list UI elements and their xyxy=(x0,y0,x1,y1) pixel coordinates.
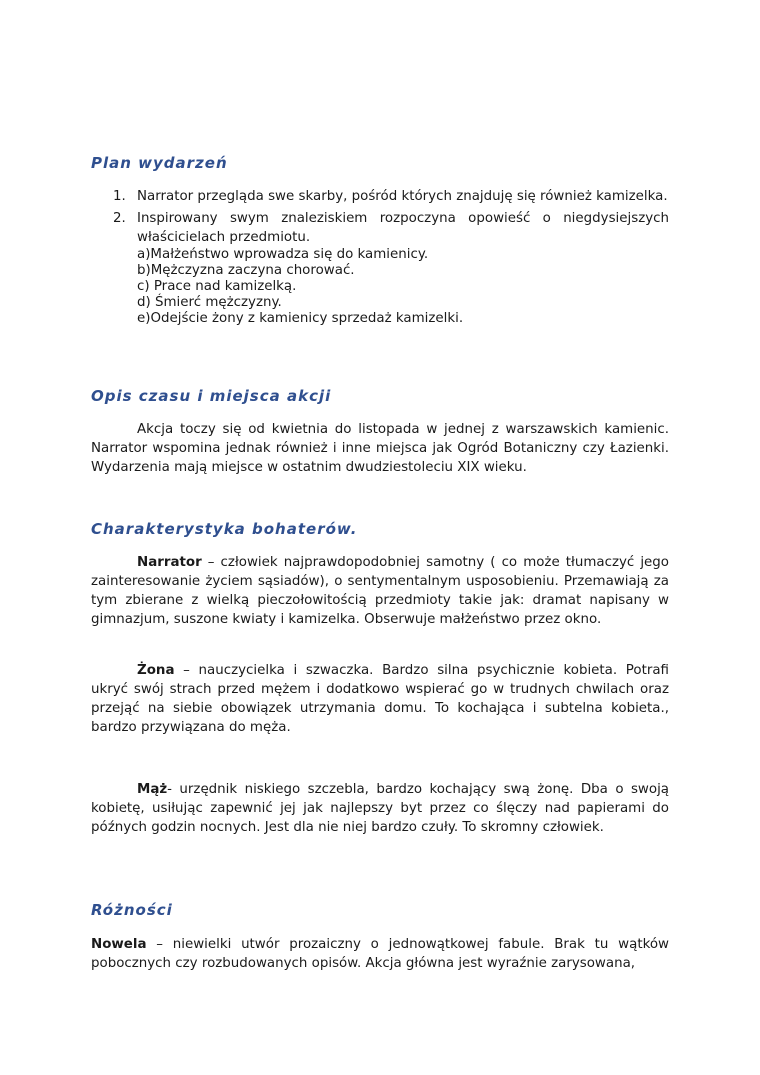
setting-heading: Opis czasu i miejsca akcji xyxy=(91,387,332,405)
character-paragraph xyxy=(91,553,669,629)
plan-item-1 xyxy=(91,187,669,206)
character-paragraph xyxy=(91,780,669,837)
character-name: Narrator xyxy=(137,555,202,570)
plan-item-text: Narrator przegląda swe skarby, pośród których znajduję się również kamizelka. xyxy=(137,189,668,204)
character-description: - urzędnik niskiego szczebla, bardzo kochający swą żonę. Dba o swoją kobietę, usiłując zapewnić jej jak najlepszy byt przez co ślęczy nad papierami do późnych godzin nocnych. Jest dla nie niej bardzo czuły. To skromny człowiek. xyxy=(91,782,669,835)
misc-heading: Różności xyxy=(91,901,173,919)
character-description: – nauczycielka i szwaczka. Bardzo silna psychicznie kobieta. Potrafi ukryć swój strach przed mężem i dodatkowo wspierać go w trudnych chwilach oraz przejąć na siebie obowiązek utrzymania domu. To kochająca i subtelna kobieta., bardzo przywiązana do męża. xyxy=(91,663,669,735)
plan-subitem: e)Odejście żony z kamienicy sprzedaż kamizelki. xyxy=(137,311,464,326)
plan-item-2 xyxy=(91,209,669,247)
character-paragraph xyxy=(91,661,669,737)
plan-item-number: 2. xyxy=(113,211,126,226)
misc-section xyxy=(91,935,669,973)
plan-subitem: b)Mężczyzna zaczyna chorować. xyxy=(137,263,355,278)
setting-paragraph: Akcja toczy się od kwietnia do listopada w jednej z warszawskich kamienic. Narrator wspomina jednak również i inne miejsca jak Ogród Botaniczny czy Łazienki. Wydarzenia mają miejsce w ostatnim dwudziestoleciu XIX wieku. xyxy=(91,422,669,475)
misc-paragraph xyxy=(91,935,669,973)
setting-section xyxy=(91,420,669,477)
character-description: – człowiek najprawdopodobniej samotny ( co może tłumaczyć jego zainteresowanie życiem sąsiadów), o sentymentalnym usposobieniu. Przemawiają za tym zbierane z wielką pieczołowitością przedmioty takie jak: dramat napisany w gimnazjum, suszone kwiaty i kamizelka. Obserwuje małżeństwo przez okno. xyxy=(91,555,669,627)
plan-subitem: a)Małżeństwo wprowadza się do kamienicy. xyxy=(137,247,429,262)
plan-item-text: Inspirowany swym znaleziskiem rozpoczyna opowieść o niegdysiejszych właścicielach przedmiotu. xyxy=(137,211,669,245)
character-husband xyxy=(91,780,669,837)
character-wife xyxy=(91,661,669,737)
misc-term: Nowela xyxy=(91,937,147,952)
characters-heading: Charakterystyka bohaterów. xyxy=(91,520,358,538)
plan-item-number: 1. xyxy=(113,189,126,204)
character-name: Mąż xyxy=(137,782,168,797)
plan-subitem: d) Śmierć mężczyzny. xyxy=(137,295,282,310)
misc-definition: – niewielki utwór prozaiczny o jednowątkowej fabule. Brak tu wątków pobocznych czy rozbudowanych opisów. Akcja główna jest wyraźnie zarysowana, xyxy=(91,937,669,971)
character-narrator xyxy=(91,553,669,629)
character-name: Żona xyxy=(137,663,175,678)
plan-subitem: c) Prace nad kamizelką. xyxy=(137,279,297,294)
plan-list xyxy=(91,187,669,327)
plan-heading: Plan wydarzeń xyxy=(91,154,228,172)
